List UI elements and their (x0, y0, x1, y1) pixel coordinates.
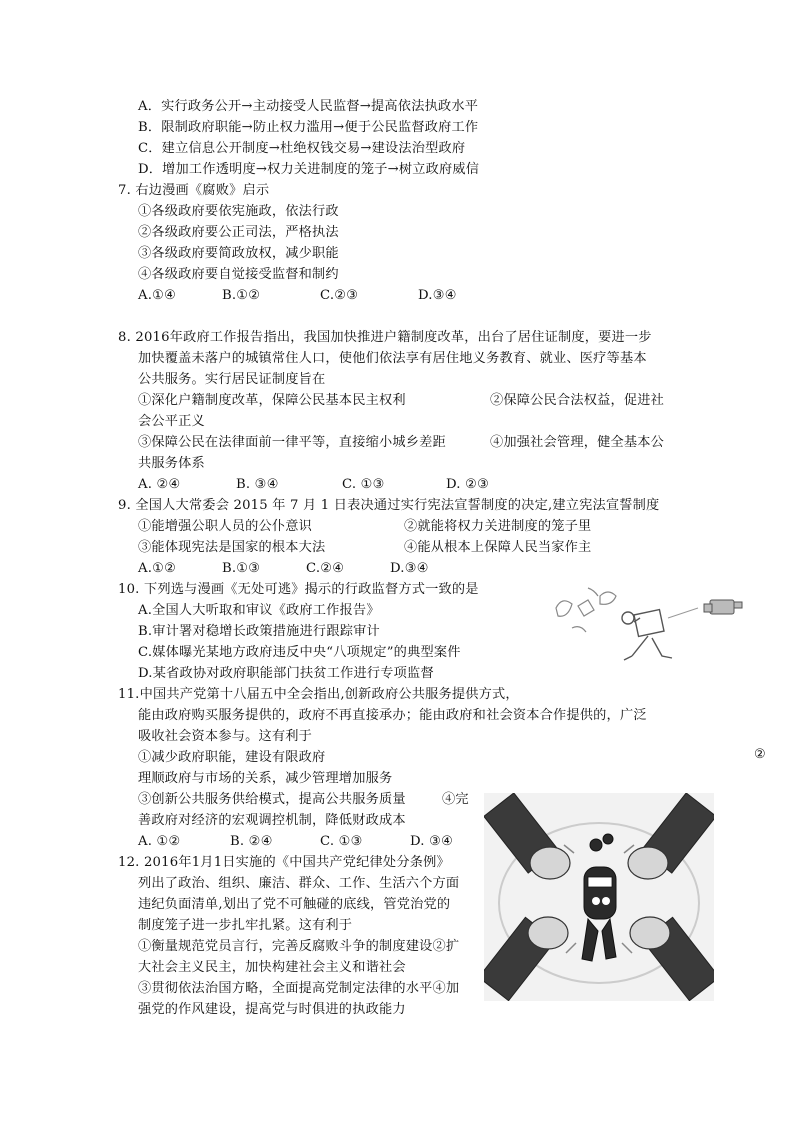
q8-item-4: ④加强社会管理，健全基本公 (490, 435, 665, 450)
cartoon-no-escape-icon (548, 578, 748, 670)
q11-choice-b: B. ②④ (230, 834, 273, 849)
q8-stem-line: 8. 2016年政府工作报告指出，我国加快推进户籍制度改革，出台了居住证制度，要进一步 (118, 330, 652, 345)
q6-option-d: D．增加工作透明度→权力关进制度的笼子→树立政府威信 (138, 162, 480, 177)
q10-stem: 10. 下列选与漫画《无处可逃》揭示的行政监督方式一致的是 (118, 582, 479, 597)
q7-choice-d: D.③④ (418, 288, 457, 303)
q9-choice-c: C.②④ (306, 561, 345, 576)
q9-stem: 9. 全国人大常委会 2015 年 7 月 1 日表决通过实行宪法宣誓制度的决定,建立宪法宣誓制度 (118, 498, 660, 513)
q9-choice-d: D.③④ (390, 561, 429, 576)
q8-choice-b: B. ③④ (236, 477, 279, 492)
q11-line: ③创新公共服务供给模式，提高公共服务质量 (138, 792, 406, 807)
q7-stem: 7. 右边漫画《腐败》启示 (118, 183, 270, 198)
q6-option-c: C．建立信息公开制度→杜绝权钱交易→建设法治型政府 (138, 141, 466, 156)
q12-line: 强党的作风建设，提高党与时俱进的执政能力 (138, 1002, 406, 1017)
q6-option-a: A．实行政务公开→主动接受人民监督→提高依法执政水平 (138, 99, 479, 114)
q12-line: ③贯彻依法治国方略，全面提高党制定法律的水平④加 (138, 981, 460, 996)
q10-option-b: B.审计署对稳增长政策措施进行跟踪审计 (138, 624, 380, 639)
q12-line: 列出了政治、组织、廉洁、群众、工作、生活六个方面 (138, 876, 460, 891)
q7-item: ①各级政府要依宪施政，依法行政 (138, 204, 339, 219)
q9-item-4: ④能从根本上保障人民当家作主 (404, 540, 592, 555)
q9-choice-a: A.①② (138, 561, 177, 576)
q12-line: 12. 2016年1月1日实施的《中国共产党纪律处分条例》 (118, 855, 450, 870)
q7-choice-a: A.①④ (138, 288, 177, 303)
q7-item: ③各级政府要简政放权，减少职能 (138, 246, 339, 261)
cartoon-corruption-fists-icon (484, 793, 714, 1001)
q8-item-3: ③保障公民在法律面前一律平等，直接缩小城乡差距 (138, 435, 446, 450)
q9-choice-b: B.①③ (222, 561, 261, 576)
q11-stem-line: 能由政府购买服务提供的，政府不再直接承办；能由政府和社会资本合作提供的，广泛 (138, 708, 647, 723)
q10-option-a: A.全国人大听取和审议《政府工作报告》 (138, 603, 380, 618)
q9-item-3: ③能体现宪法是国家的根本大法 (138, 540, 326, 555)
q11-choice-c: C. ①③ (320, 834, 363, 849)
q11-line: 理顺政府与市场的关系，减少管理增加服务 (138, 771, 393, 786)
q7-choice-c: C.②③ (320, 288, 359, 303)
q12-line: 大社会主义民主，加快构建社会主义和谐社会 (138, 960, 406, 975)
q9-item-2: ②就能将权力关进制度的笼子里 (404, 519, 592, 534)
q10-option-c: C.媒体曝光某地方政府违反中央“八项规定”的典型案件 (138, 645, 461, 660)
q8-item-4-cont: 共服务体系 (138, 456, 205, 471)
q12-line: ①衡量规范党员言行，完善反腐败斗争的制度建设②扩 (138, 939, 460, 954)
q8-item-2-cont: 会公平正义 (138, 414, 205, 429)
q11-circled-2: ② (754, 747, 767, 762)
q11-line: 善政府对经济的宏观调控机制，降低财政成本 (138, 813, 406, 828)
q7-choice-b: B.①② (222, 288, 261, 303)
q10-option-d: D.某省政协对政府职能部门扶贫工作进行专项监督 (138, 666, 434, 681)
q11-stem-line: 吸收社会资本参与。这有利于 (138, 729, 313, 744)
q8-choice-d: D. ②③ (446, 477, 490, 492)
q8-stem-line: 加快覆盖未落户的城镇常住人口，使他们依法享有居住地义务教育、就业、医疗等基本 (138, 351, 647, 366)
q8-stem-line: 公共服务。实行居民证制度旨在 (138, 372, 326, 387)
q8-item-2: ②保障公民合法权益，促进社 (490, 393, 665, 408)
q8-choice-a: A. ②④ (138, 477, 181, 492)
q11-choice-d: D. ③④ (410, 834, 454, 849)
q8-item-1: ①深化户籍制度改革，保障公民基本民主权利 (138, 393, 406, 408)
q12-line: 制度笼子进一步扎牢扎紧。这有利于 (138, 918, 353, 933)
q8-choice-c: C. ①③ (342, 477, 385, 492)
q11-line: ①减少政府职能，建设有限政府 (138, 750, 326, 765)
q6-option-b: B．限制政府职能→防止权力滥用→便于公民监督政府工作 (138, 120, 479, 135)
q12-line: 违纪负面清单,划出了党不可触碰的底线，管党治党的 (138, 897, 451, 912)
q7-item: ②各级政府要公正司法，严格执法 (138, 225, 339, 240)
q7-item: ④各级政府要自觉接受监督和制约 (138, 267, 339, 282)
q9-item-1: ①能增强公职人员的公仆意识 (138, 519, 313, 534)
q11-stem-line: 11.中国共产党第十八届五中全会指出,创新政府公共服务提供方式， (118, 687, 519, 702)
q11-choice-a: A. ①② (138, 834, 181, 849)
q11-item-4-head: ④完 (442, 792, 469, 807)
